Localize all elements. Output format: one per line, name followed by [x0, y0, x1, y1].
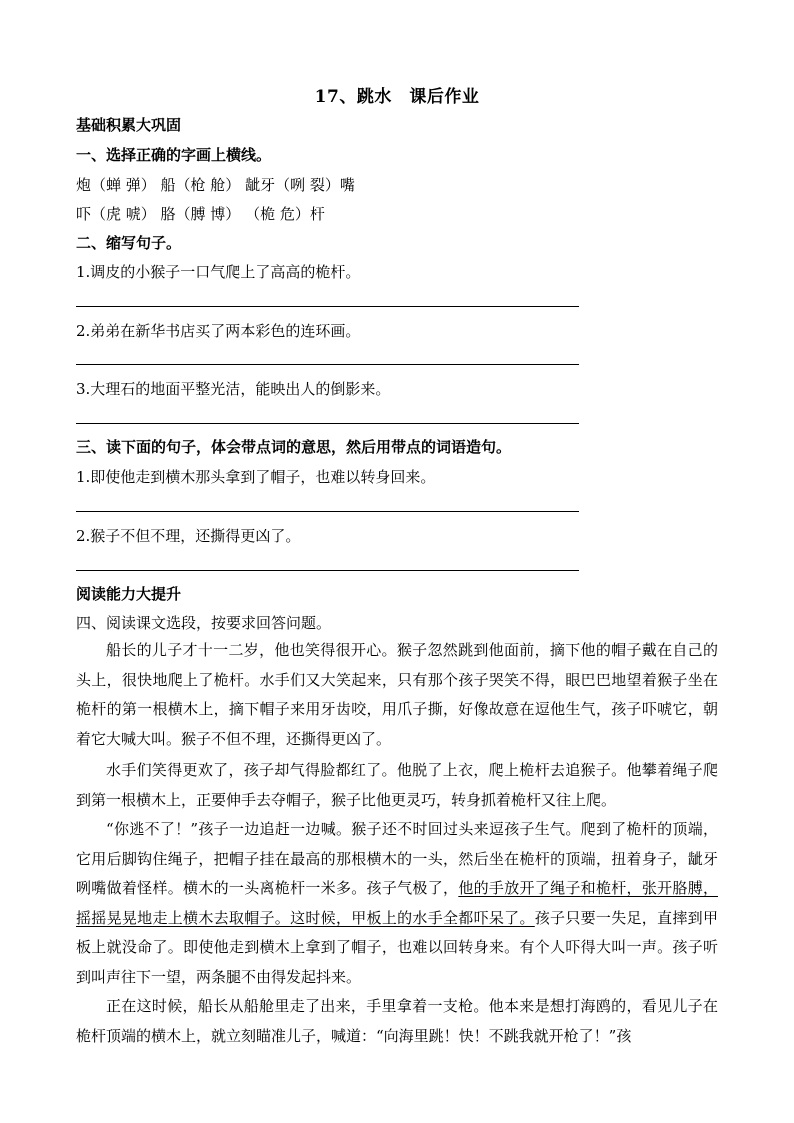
q2-heading: 二、缩写句子。 [76, 234, 182, 252]
answer-line[interactable] [76, 570, 579, 571]
answer-line[interactable] [76, 306, 579, 307]
q2-item-3: 3.大理石的地面平整光洁，能映出人的倒影来。 [76, 380, 391, 398]
passage-paragraph-2: 水手们笑得更欢了，孩子却气得脸都红了。他脱了上衣，爬上桅杆去追猴子。他攀着绳子爬到第一根横木上，正要伸手去夺帽子，猴子比他更灵巧，转身抓着桅杆又往上爬。 [76, 761, 718, 809]
q3-heading: 三、读下面的句子，体会带点词的意思，然后用带点的词语造句。 [76, 438, 512, 456]
q2-item-1: 1.调皮的小猴子一口气爬上了高高的桅杆。 [76, 263, 361, 281]
passage-paragraph-3 [76, 815, 718, 993]
q3-item-1: 1.即使他走到横木那头拿到了帽子，也难以转身回来。 [76, 468, 436, 486]
section-basic-heading: 基础积累大巩固 [76, 116, 182, 134]
q4-heading: 四、阅读课文选段，按要求回答问题。 [76, 614, 332, 632]
passage-paragraph-4: 正在这时候，船长从船舱里走了出来，手里拿着一支枪。他本来是想打海鸥的，看见儿子在桅杆顶端的横木上，就立刻瞄准儿子，喊道：“向海里跳！快！不跳我就开枪了！”孩 [76, 997, 718, 1045]
q3-item-2: 2.猴子不但不理，还撕得更凶了。 [76, 527, 301, 545]
q2-item-2: 2.弟弟在新华书店买了两本彩色的连环画。 [76, 322, 361, 340]
passage-text: “你逃不了！”孩子一边追赶一边喊。猴子还不时回过头来逗孩子生气。爬到了桅杆的顶端，它用后脚钩住绳子，把帽子挂在最高的那根横木的一头，然后坐在桅杆的顶端，扭着身子，龇牙咧嘴做着怪样。横木的一头离桅杆一米多。孩子气极了， [76, 820, 718, 898]
passage-paragraph-1: 船长的儿子才十一二岁，他也笑得很开心。猴子忽然跳到他面前，摘下他的帽子戴在自己的头上，很快地爬上了桅杆。水手们又大笑起来，只有那个孩子哭笑不得，眼巴巴地望着猴子坐在桅杆的第一根横木上，摘下帽子来用牙齿咬，用爪子撕，好像故意在逗他生气，孩子吓唬它，朝着它大喊大叫。猴子不但不理，还撕得更凶了。 [76, 641, 718, 748]
q1-line-2: 吓（虎 唬） 胳（膊 博） （桅 危）杆 [76, 205, 325, 223]
underlined-sentence: 他的手放开了绳子和桅杆，张开胳膊，摇摇晃晃地走上横木去取帽子。这时候，甲板上的水手全都吓呆了。 [76, 879, 718, 927]
q1-heading: 一、选择正确的字画上横线。 [76, 146, 272, 164]
answer-line[interactable] [76, 364, 579, 365]
page-title: 17、跳水 课后作业 [314, 87, 480, 107]
section-reading-heading: 阅读能力大提升 [76, 585, 182, 603]
answer-line[interactable] [76, 511, 579, 512]
answer-line[interactable] [76, 423, 579, 424]
q1-line-1: 炮（蝉 弹） 船（枪 舱） 龇牙（咧 裂）嘴 [76, 176, 355, 194]
passage-text: 孩子只要一失足，直摔到甲板上就没命了。即使他走到横木上拿到了帽子，也难以回转身来。有个人吓得大叫一声。孩子听到叫声往下一望，两条腿不由得发起抖来。 [76, 908, 718, 986]
